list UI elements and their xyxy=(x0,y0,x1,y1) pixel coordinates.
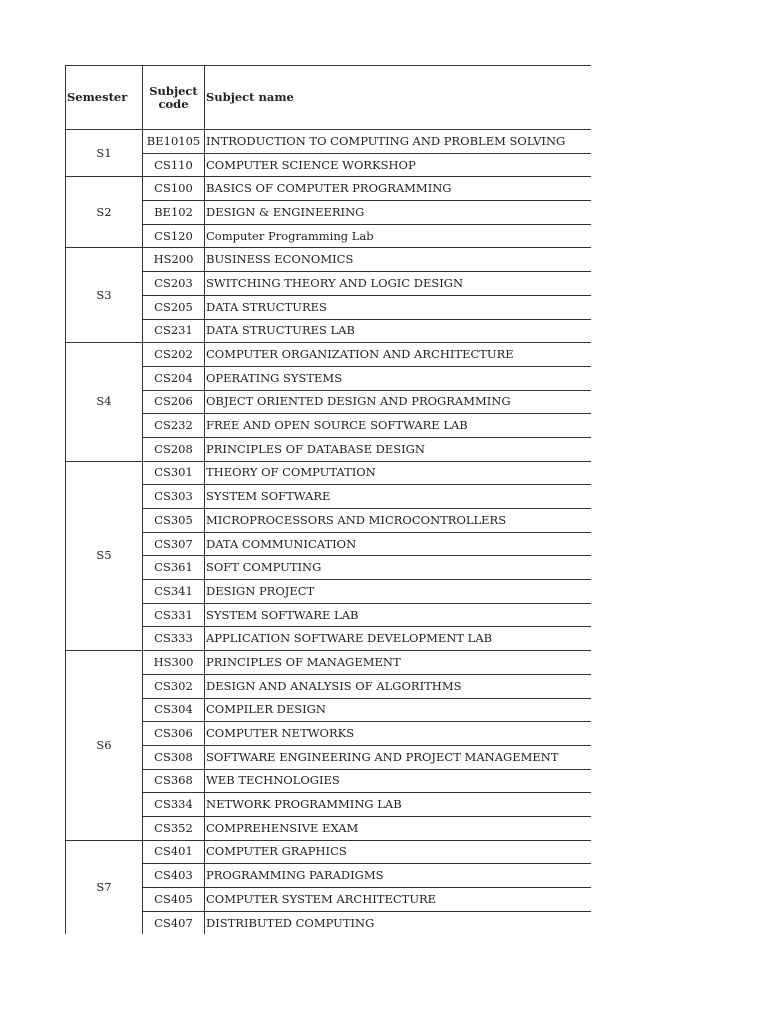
subject-code-cell: CS110 xyxy=(143,153,205,177)
table-row xyxy=(66,888,592,912)
subject-name-cell: PRINCIPLES OF MANAGEMENT xyxy=(205,651,592,675)
subject-name-cell: BASICS OF COMPUTER PROGRAMMING xyxy=(205,177,592,201)
table-row xyxy=(66,556,592,580)
subject-code-cell: CS305 xyxy=(143,509,205,533)
subject-name-cell: DESIGN PROJECT xyxy=(205,580,592,604)
table-row xyxy=(66,366,592,390)
table-row xyxy=(66,461,592,485)
table-row xyxy=(66,248,592,272)
subject-name-cell: DESIGN AND ANALYSIS OF ALGORITHMS xyxy=(205,674,592,698)
subject-name-cell: BUSINESS ECONOMICS xyxy=(205,248,592,272)
table-row xyxy=(66,509,592,533)
subject-code-cell: CS301 xyxy=(143,461,205,485)
subject-name-cell: SOFTWARE ENGINEERING AND PROJECT MANAGEMENT xyxy=(205,745,592,769)
subject-name-cell: NETWORK PROGRAMMING LAB xyxy=(205,793,592,817)
subject-code-cell: HS300 xyxy=(143,651,205,675)
subject-name-cell: PROGRAMMING PARADIGMS xyxy=(205,864,592,888)
table-row xyxy=(66,864,592,888)
subject-code-cell: BE10105 xyxy=(143,130,205,154)
table-row xyxy=(66,911,592,934)
subject-code-cell: CS303 xyxy=(143,485,205,509)
subject-name-cell: COMPUTER SYSTEM ARCHITECTURE xyxy=(205,888,592,912)
subject-code-cell: CS352 xyxy=(143,816,205,840)
subject-code-cell: CS306 xyxy=(143,722,205,746)
subject-code-cell: CS203 xyxy=(143,272,205,296)
subject-code-cell: CS232 xyxy=(143,414,205,438)
subject-code-cell: BE102 xyxy=(143,201,205,225)
subject-code-cell: CS333 xyxy=(143,627,205,651)
subject-name-cell: MICROPROCESSORS AND MICROCONTROLLERS xyxy=(205,509,592,533)
subject-code-cell: CS368 xyxy=(143,769,205,793)
table-row xyxy=(66,651,592,675)
table-row xyxy=(66,745,592,769)
table-row xyxy=(66,319,592,343)
subject-code-cell: CS100 xyxy=(143,177,205,201)
table-row xyxy=(66,177,592,201)
table-row xyxy=(66,793,592,817)
subject-code-cell: CS204 xyxy=(143,366,205,390)
subject-code-cell: CS401 xyxy=(143,840,205,864)
table-row xyxy=(66,485,592,509)
table-row xyxy=(66,698,592,722)
table-row xyxy=(66,580,592,604)
semester-cell: S2 xyxy=(66,177,143,248)
subject-name-cell: SYSTEM SOFTWARE xyxy=(205,485,592,509)
subject-code-cell: CS308 xyxy=(143,745,205,769)
subject-name-cell: DISTRIBUTED COMPUTING xyxy=(205,911,592,934)
subject-name-cell: OBJECT ORIENTED DESIGN AND PROGRAMMING xyxy=(205,390,592,414)
subjects-table xyxy=(65,65,591,934)
subject-name-cell: DATA COMMUNICATION xyxy=(205,532,592,556)
subject-name-cell: WEB TECHNOLOGIES xyxy=(205,769,592,793)
table-row xyxy=(66,414,592,438)
subject-name-cell: INTRODUCTION TO COMPUTING AND PROBLEM SOLVING xyxy=(205,130,592,154)
subject-name-cell: COMPUTER SCIENCE WORKSHOP xyxy=(205,153,592,177)
table-row xyxy=(66,674,592,698)
subject-code-cell: CS304 xyxy=(143,698,205,722)
subject-code-cell: CS361 xyxy=(143,556,205,580)
subject-name-cell: COMPUTER ORGANIZATION AND ARCHITECTURE xyxy=(205,343,592,367)
subject-code-cell: CS206 xyxy=(143,390,205,414)
table-row xyxy=(66,722,592,746)
table-row xyxy=(66,437,592,461)
semester-cell: S5 xyxy=(66,461,143,651)
table-row xyxy=(66,201,592,225)
subject-code-cell: CS334 xyxy=(143,793,205,817)
subject-name-cell: APPLICATION SOFTWARE DEVELOPMENT LAB xyxy=(205,627,592,651)
subject-code-cell: CS208 xyxy=(143,437,205,461)
table-row xyxy=(66,272,592,296)
subject-name-cell: COMPUTER NETWORKS xyxy=(205,722,592,746)
table-row xyxy=(66,627,592,651)
subject-code-cell: CS120 xyxy=(143,224,205,248)
subject-name-cell: DESIGN & ENGINEERING xyxy=(205,201,592,225)
table-row xyxy=(66,295,592,319)
table-row xyxy=(66,532,592,556)
subject-code-cell: CS307 xyxy=(143,532,205,556)
subject-code-cell: CS302 xyxy=(143,674,205,698)
table-row xyxy=(66,153,592,177)
subject-code-cell: HS200 xyxy=(143,248,205,272)
table-row xyxy=(66,840,592,864)
header-subject-code: Subject code xyxy=(143,66,205,130)
subject-name-cell: SOFT COMPUTING xyxy=(205,556,592,580)
subject-code-cell: CS205 xyxy=(143,295,205,319)
subject-name-cell: DATA STRUCTURES LAB xyxy=(205,319,592,343)
header-semester: Semester xyxy=(66,66,143,130)
table-row xyxy=(66,224,592,248)
subject-name-cell: SYSTEM SOFTWARE LAB xyxy=(205,603,592,627)
table-row xyxy=(66,390,592,414)
table-row xyxy=(66,816,592,840)
subject-code-cell: CS407 xyxy=(143,911,205,934)
subject-code-cell: CS331 xyxy=(143,603,205,627)
table-row xyxy=(66,603,592,627)
subject-name-cell: OPERATING SYSTEMS xyxy=(205,366,592,390)
table-clip xyxy=(65,65,591,934)
subject-code-cell: CS202 xyxy=(143,343,205,367)
table-row xyxy=(66,769,592,793)
subject-code-cell: CS405 xyxy=(143,888,205,912)
subject-code-cell: CS231 xyxy=(143,319,205,343)
subject-name-cell: COMPREHENSIVE EXAM xyxy=(205,816,592,840)
subject-name-cell: THEORY OF COMPUTATION xyxy=(205,461,592,485)
semester-cell: S3 xyxy=(66,248,143,343)
subject-name-cell: FREE AND OPEN SOURCE SOFTWARE LAB xyxy=(205,414,592,438)
table-row xyxy=(66,343,592,367)
subject-name-cell: SWITCHING THEORY AND LOGIC DESIGN xyxy=(205,272,592,296)
semester-cell: S6 xyxy=(66,651,143,841)
subject-code-cell: CS403 xyxy=(143,864,205,888)
subject-name-cell: COMPILER DESIGN xyxy=(205,698,592,722)
semester-cell: S4 xyxy=(66,343,143,461)
header-subject-name: Subject name xyxy=(205,66,592,130)
table-header-row xyxy=(66,66,592,130)
subject-name-cell: Computer Programming Lab xyxy=(205,224,592,248)
subject-name-cell: PRINCIPLES OF DATABASE DESIGN xyxy=(205,437,592,461)
table-row xyxy=(66,130,592,154)
semester-cell: S7 xyxy=(66,840,143,934)
semester-cell: S1 xyxy=(66,130,143,177)
subject-name-cell: COMPUTER GRAPHICS xyxy=(205,840,592,864)
subject-name-cell: DATA STRUCTURES xyxy=(205,295,592,319)
subject-code-cell: CS341 xyxy=(143,580,205,604)
